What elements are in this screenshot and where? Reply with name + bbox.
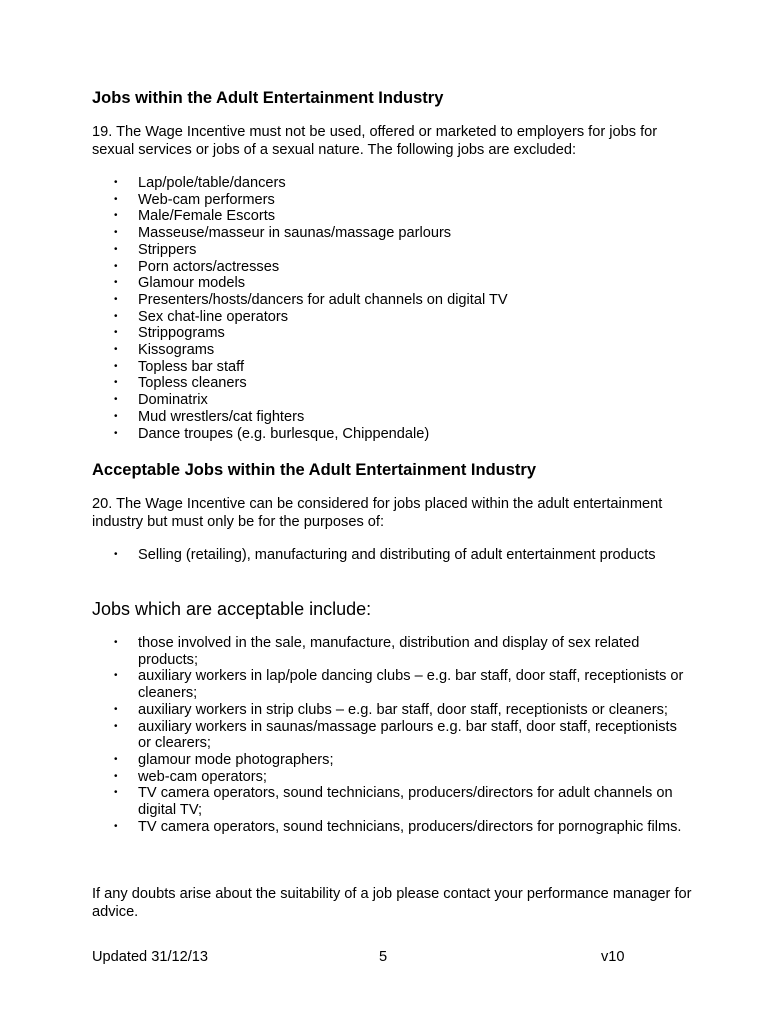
bullet-icon: • xyxy=(114,277,118,289)
excluded-jobs-list xyxy=(92,175,692,442)
bullet-icon: • xyxy=(114,344,118,356)
acceptable-jobs-subheading: Jobs which are acceptable include: xyxy=(92,599,372,619)
list-item-text: Sex chat-line operators xyxy=(138,308,289,325)
list-item-text: Web-cam performers xyxy=(138,191,275,208)
bullet-icon: • xyxy=(114,703,118,715)
list-item xyxy=(92,719,692,752)
list-item xyxy=(92,785,692,818)
paragraph-19: 19. The Wage Incentive must not be used, offered or marketed to employers for jobs for sexual services or jobs of a sexual nature. The following jobs are excluded: xyxy=(92,124,658,158)
section-heading-acceptable-jobs: Acceptable Jobs within the Adult Entertainment Industry xyxy=(92,461,537,479)
list-item xyxy=(92,819,692,836)
bullet-icon: • xyxy=(114,210,118,222)
list-item xyxy=(92,242,692,259)
list-item xyxy=(92,769,692,786)
list-item-text: Lap/pole/table/dancers xyxy=(138,175,286,191)
bullet-icon: • xyxy=(114,293,118,305)
bullet-icon: • xyxy=(114,720,118,732)
footer-updated-date: Updated 31/12/13 xyxy=(92,949,209,965)
list-item xyxy=(92,325,692,342)
list-item xyxy=(92,309,692,326)
list-item xyxy=(92,175,692,192)
closing-paragraph: If any doubts arise about the suitability of a job please contact your performance manager for advice. xyxy=(92,886,692,920)
list-item xyxy=(92,375,692,392)
list-item-text: TV camera operators, sound technicians, producers/directors for adult channels on digital TV; xyxy=(138,785,673,819)
list-item-text: Porn actors/actresses xyxy=(138,258,280,275)
bullet-icon: • xyxy=(114,787,118,799)
bullet-icon: • xyxy=(114,753,118,765)
list-item-text: Dance troupes (e.g. burlesque, Chippendale) xyxy=(138,425,430,442)
list-item xyxy=(92,225,692,242)
list-item-text: Mud wrestlers/cat fighters xyxy=(138,408,305,425)
list-item xyxy=(92,635,692,668)
list-item-text: TV camera operators, sound technicians, producers/directors for pornographic films. xyxy=(138,818,682,835)
list-item xyxy=(92,359,692,376)
list-item-text: glamour mode photographers; xyxy=(138,751,334,768)
list-item-text: auxiliary workers in strip clubs – e.g. bar staff, door staff, receptionists or cleaners; xyxy=(138,701,668,718)
bullet-icon: • xyxy=(114,410,118,422)
footer-page-number: 5 xyxy=(379,949,388,965)
bullet-icon: • xyxy=(114,770,118,782)
bullet-icon: • xyxy=(114,310,118,322)
list-item xyxy=(92,409,692,426)
bullet-icon: • xyxy=(114,193,118,205)
list-item-text: those involved in the sale, manufacture, distribution and display of sex related products; xyxy=(138,635,640,668)
list-item xyxy=(92,342,692,359)
list-item xyxy=(92,547,692,564)
bullet-icon: • xyxy=(114,260,118,272)
list-item-text: Selling (retailing), manufacturing and distributing of adult entertainment products xyxy=(138,547,656,563)
bullet-icon: • xyxy=(114,394,118,406)
bullet-icon: • xyxy=(114,177,118,188)
list-item-text: Kissograms xyxy=(138,342,215,359)
footer-version: v10 xyxy=(601,949,625,965)
bullet-icon: • xyxy=(114,637,118,648)
bullet-icon: • xyxy=(114,327,118,339)
bullet-icon: • xyxy=(114,549,118,560)
list-item-text: Presenters/hosts/dancers for adult channels on digital TV xyxy=(138,291,508,308)
bullet-icon: • xyxy=(114,427,118,439)
list-item-text: Masseuse/masseur in saunas/massage parlours xyxy=(138,225,452,242)
bullet-icon: • xyxy=(114,377,118,389)
bullet-icon: • xyxy=(114,243,118,255)
bullet-icon: • xyxy=(114,360,118,372)
list-item xyxy=(92,292,692,309)
list-item-text: Dominatrix xyxy=(138,392,208,409)
list-item xyxy=(92,275,692,292)
acceptable-purposes-list xyxy=(92,547,692,564)
list-item-text: Topless bar staff xyxy=(138,358,244,375)
list-item xyxy=(92,752,692,769)
list-item xyxy=(92,392,692,409)
list-item xyxy=(92,192,692,209)
paragraph-20: 20. The Wage Incentive can be considered for jobs placed within the adult entertainment industry but must only be for the purposes of: xyxy=(92,496,663,530)
acceptable-jobs-list xyxy=(92,635,692,835)
bullet-icon: • xyxy=(114,227,118,239)
section-heading-excluded-jobs: Jobs within the Adult Entertainment Industry xyxy=(92,89,444,107)
list-item xyxy=(92,259,692,276)
list-item xyxy=(92,426,692,443)
list-item-text: Topless cleaners xyxy=(138,375,247,392)
bullet-icon: • xyxy=(114,670,118,682)
list-item-text: web-cam operators; xyxy=(138,768,267,785)
list-item-text: auxiliary workers in lap/pole dancing clubs – e.g. bar staff, door staff, receptionists or cleaners; xyxy=(138,668,684,702)
list-item-text: auxiliary workers in saunas/massage parlours e.g. bar staff, door staff, receptionists or clearers; xyxy=(138,718,677,752)
list-item-text: Male/Female Escorts xyxy=(138,208,276,225)
list-item xyxy=(92,668,692,701)
list-item-text: Strippers xyxy=(138,241,197,258)
list-item-text: Strippograms xyxy=(138,325,225,342)
bullet-icon: • xyxy=(114,820,118,832)
list-item-text: Glamour models xyxy=(138,275,246,292)
list-item xyxy=(92,702,692,719)
list-item xyxy=(92,208,692,225)
